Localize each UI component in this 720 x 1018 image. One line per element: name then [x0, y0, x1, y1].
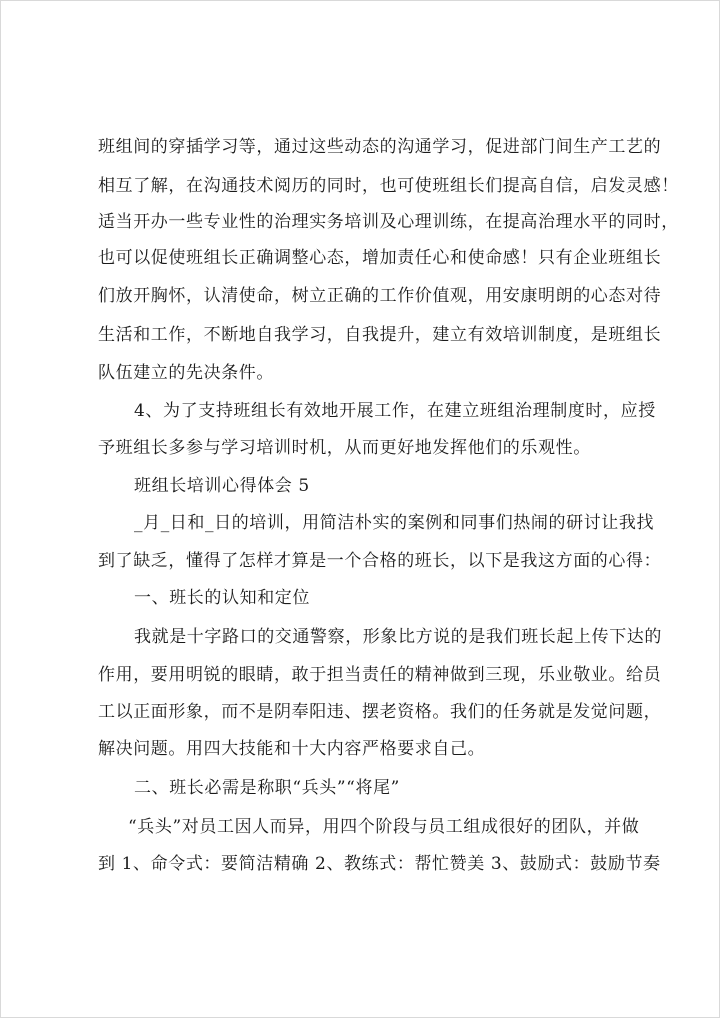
body-text-line: 生活和工作，不断地自我学习，自我提升，建立有效培训制度，是班组长	[98, 325, 662, 345]
body-text-line: 予班组长多参与学习培训时机，从而更好地发挥他们的乐观性。	[98, 438, 591, 458]
body-text-line: 也可以促使班组长正确调整心态，增加责任心和使命感！只有企业班组长	[98, 248, 662, 268]
body-text-line: “兵头”对员工因人而异，用四个阶段与员工组成很好的团队，并做	[128, 817, 640, 837]
body-text-line: 们放开胸怀，认清使命，树立正确的工作价值观，用安康明朗的心态对待	[98, 286, 662, 306]
body-text-line: 工以正面形象，而不是阴奉阳违、摆老资格。我们的任务就是发觉问题，	[98, 702, 662, 722]
body-text-line: 队伍建立的先决条件。	[98, 363, 274, 383]
section-title: 班组长培训心得体会 5	[134, 476, 310, 496]
body-text-line: 班组间的穿插学习等，通过这些动态的沟通学习，促进部门间生产工艺的	[98, 137, 662, 157]
body-text-line: 到 1、命令式：要简洁精确 2、教练式：帮忙赞美 3、鼓励式：鼓励节奏	[98, 854, 661, 874]
section-heading: 一、班长的认知和定位	[134, 588, 310, 608]
body-text-line: 作用，要用明锐的眼睛，敢于担当责任的精神做到三现，乐业敬业。给员	[98, 665, 662, 685]
body-text-line: 适当开办一些专业性的治理实务培训及心理训练，在提高治理水平的同时，	[98, 212, 679, 232]
numbered-paragraph: 4、为了支持班组长有效地开展工作，在建立班组治理制度时，应授	[134, 401, 656, 421]
body-text-line: 到了缺乏，懂得了怎样才算是一个合格的班长，以下是我这方面的心得：	[98, 551, 662, 571]
body-text-line: _月_日和_日的培训，用简洁朴实的案例和同事们热闹的研讨让我找	[134, 513, 655, 533]
body-text-line: 相互了解，在沟通技术阅历的同时，也可使班组长们提高自信，启发灵感！	[98, 176, 679, 196]
section-heading: 二、班长必需是称职“兵头”“将尾”	[134, 778, 400, 798]
body-text-line: 解决问题。用四大技能和十大内容严格要求自己。	[98, 739, 486, 759]
body-text-line: 我就是十字路口的交通警察，形象比方说的是我们班长起上传下达的	[134, 627, 662, 647]
